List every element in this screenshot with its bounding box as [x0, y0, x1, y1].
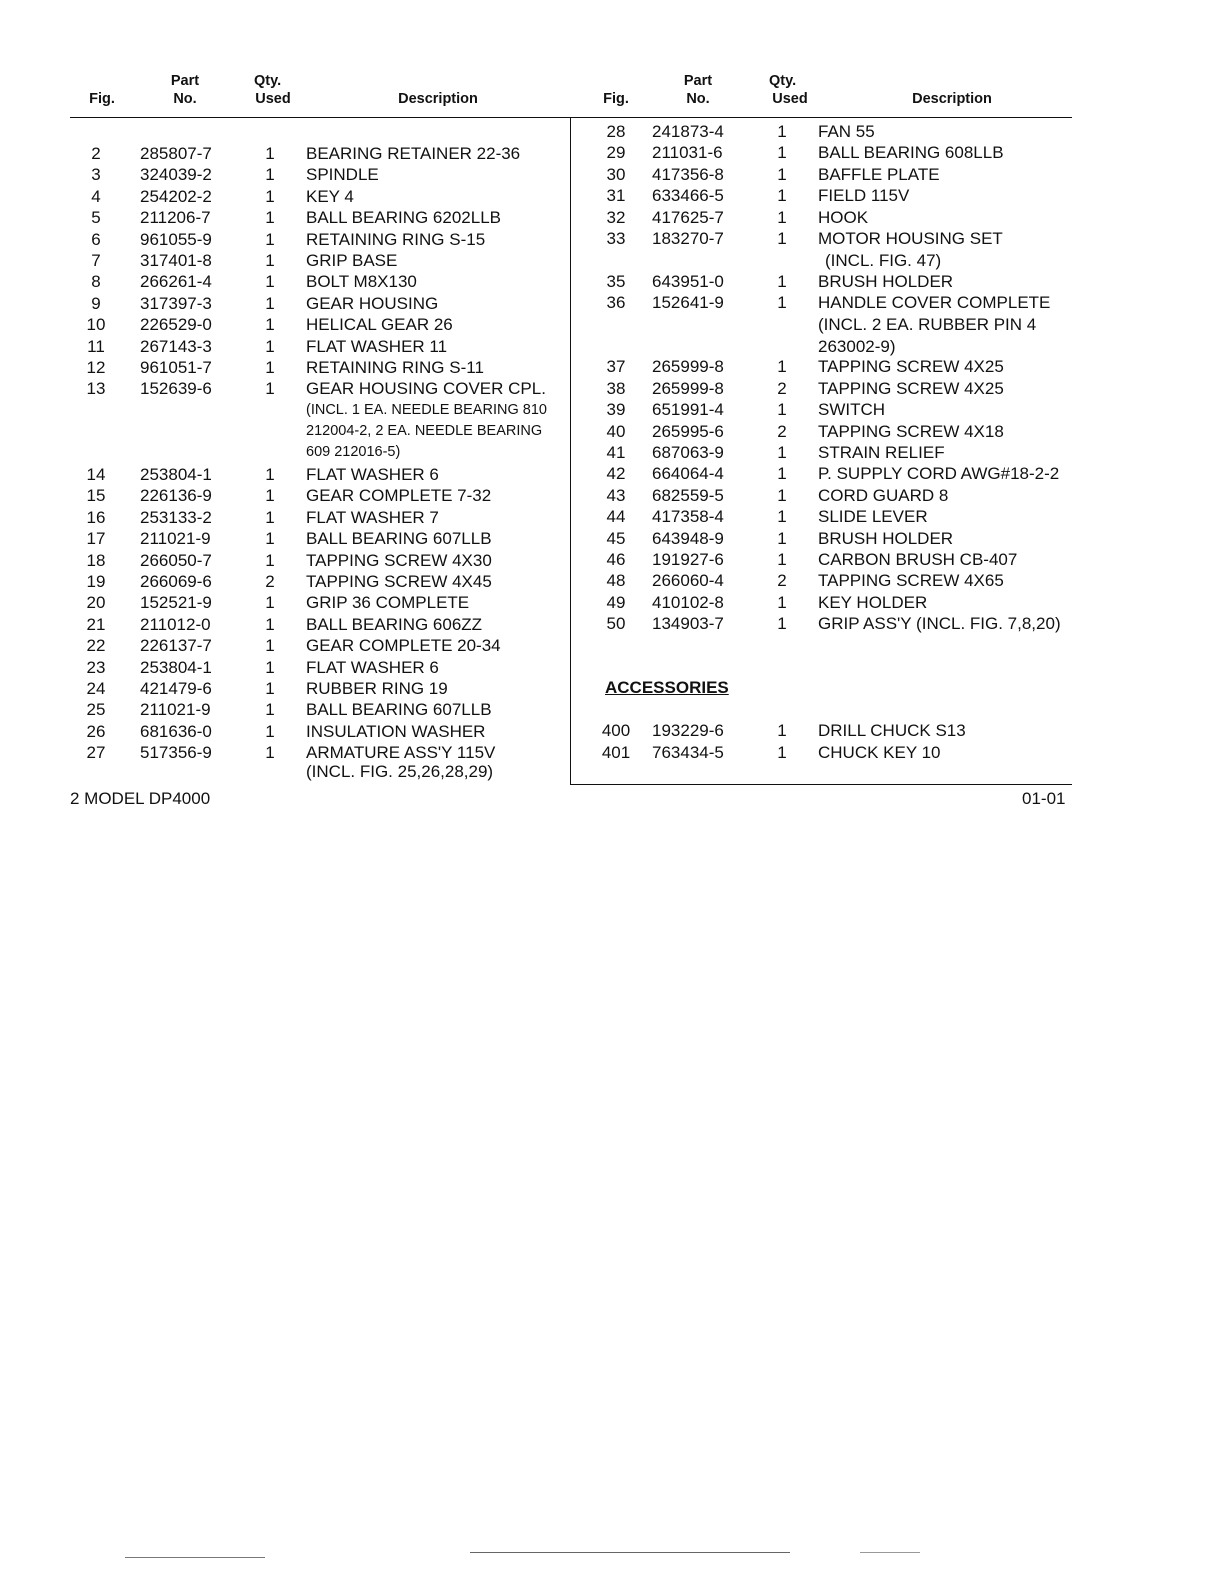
fig-number: 12 [86, 358, 106, 377]
qty-used: 1 [777, 464, 787, 484]
part-description: FIELD 115V [818, 186, 910, 206]
part-number: 226136-9 [140, 486, 212, 506]
header-qty-line2: Used [255, 91, 291, 107]
note-fig13-line3: 609 212016-5) [306, 444, 401, 460]
left-header-part [155, 72, 215, 108]
parts-table-row [0, 356, 1224, 377]
part-description: GRIP 36 COMPLETE [306, 593, 470, 613]
part-description: CARBON BRUSH CB-407 [818, 550, 1018, 569]
part-description: TAPPING SCREW 4X45 [306, 572, 492, 591]
fig-number: 38 [606, 378, 626, 398]
part-description: FAN 55 [818, 122, 875, 141]
right-bottom-rule [570, 784, 1072, 785]
qty-used: 1 [265, 272, 275, 292]
fig-number: 39 [606, 400, 626, 420]
part-number: 211012-0 [140, 614, 211, 634]
qty-used: 1 [777, 400, 787, 420]
header-qty-line2: Used [772, 91, 808, 107]
qty-used: 2 [265, 572, 275, 591]
qty-used: 1 [265, 529, 275, 549]
scan-artifact [470, 1552, 790, 1553]
left-header-fig [82, 90, 122, 108]
part-description: P. SUPPLY CORD AWG#18-2-2 [818, 464, 1060, 484]
qty-used: 1 [777, 721, 787, 741]
part-description: TAPPING SCREW 4X65 [818, 571, 1004, 591]
fig-number: 4 [91, 186, 101, 206]
parts-table-row [0, 506, 1224, 527]
right-header-qty [765, 72, 815, 108]
part-description: GRIP ASS'Y (INCL. FIG. 7,8,20) [818, 614, 1061, 634]
parts-table-row [0, 185, 1224, 206]
part-description: ARMATURE ASS'Y 115V [306, 743, 496, 763]
qty-used: 1 [265, 593, 275, 613]
fig-number: 20 [86, 593, 106, 613]
part-number: 266261-4 [140, 272, 212, 292]
qty-used: 1 [777, 357, 787, 377]
fig-number: 7 [91, 251, 101, 270]
qty-used: 1 [777, 207, 787, 227]
qty-used: 1 [265, 229, 275, 249]
qty-used: 1 [265, 208, 275, 228]
fig-number: 3 [91, 165, 101, 185]
header-part-line2: No. [686, 91, 710, 107]
parts-table-row [0, 442, 1224, 463]
part-number: 152521-9 [140, 593, 212, 613]
footer-date-code: 01-01 [1022, 789, 1066, 808]
header-qty-line1: Qty. [769, 73, 797, 89]
fig-number: 50 [606, 614, 626, 634]
part-number: 417356-8 [652, 164, 724, 184]
parts-table-row [0, 250, 1224, 271]
qty-used: 1 [777, 614, 787, 634]
parts-table-row [0, 271, 1224, 292]
part-description: BALL BEARING 607LLB [306, 529, 492, 549]
fig-number: 27 [86, 743, 106, 763]
fig-number: 21 [86, 614, 106, 634]
parts-table-row [0, 613, 1224, 634]
fig-number: 2 [91, 144, 101, 163]
parts-table-row [0, 142, 1224, 163]
fig-number: 18 [86, 550, 106, 570]
parts-table-row [0, 549, 1224, 570]
fig-number: 9 [91, 293, 101, 313]
qty-used: 1 [777, 143, 787, 163]
part-number: 324039-2 [140, 165, 212, 185]
fig-number: 14 [86, 465, 106, 484]
part-description: FLAT WASHER 6 [306, 657, 439, 677]
part-number: 421479-6 [140, 679, 212, 698]
part-number: 265999-8 [652, 378, 724, 398]
part-description: DRILL CHUCK S13 [818, 721, 966, 741]
part-description: RETAINING RING S-11 [306, 358, 484, 377]
parts-table-row [0, 164, 1224, 185]
part-number: 266069-6 [140, 572, 212, 591]
parts-table-row [0, 485, 1224, 506]
fig-number: 37 [606, 357, 626, 377]
qty-used: 1 [265, 465, 275, 484]
part-description: FLAT WASHER 11 [306, 336, 448, 356]
fig-number: 26 [86, 721, 106, 741]
fig-number: 46 [606, 550, 626, 569]
fig-number: 32 [606, 207, 626, 227]
qty-used: 1 [265, 657, 275, 677]
fig-number: 28 [606, 122, 626, 141]
part-description: TAPPING SCREW 4X18 [818, 421, 1004, 441]
part-number: 651991-4 [652, 400, 724, 420]
part-description: BRUSH HOLDER [818, 528, 954, 548]
part-description: GEAR HOUSING [306, 293, 439, 313]
parts-table-row [0, 528, 1224, 549]
part-number: 265999-8 [652, 357, 724, 377]
part-number: 211031-6 [652, 143, 723, 163]
part-number: 643951-0 [652, 271, 724, 291]
qty-used: 1 [777, 550, 787, 569]
fig-number: 42 [606, 464, 626, 484]
qty-used: 1 [777, 528, 787, 548]
part-number: 961055-9 [140, 229, 212, 249]
fig-number: 13 [86, 379, 106, 399]
qty-used: 1 [777, 742, 787, 762]
part-number: 633466-5 [652, 186, 724, 206]
parts-table-row [0, 399, 1224, 420]
part-number: 134903-7 [652, 614, 724, 634]
header-part-line1: Part [683, 73, 713, 89]
part-description: HELICAL GEAR 26 [306, 315, 453, 335]
part-description: SWITCH [818, 400, 886, 420]
part-description: BALL BEARING 6202LLB [306, 208, 501, 228]
parts-table-row [0, 657, 1224, 678]
qty-used: 2 [777, 421, 787, 441]
qty-used: 1 [777, 164, 787, 184]
header-fig-label: Fig. [603, 91, 629, 107]
part-description: BALL BEARING 608LLB [818, 143, 1004, 163]
fig-number: 25 [86, 700, 106, 720]
qty-used: 1 [777, 485, 787, 505]
part-number: 410102-8 [652, 592, 724, 612]
parts-table-row [0, 378, 1224, 399]
fig-number: 44 [606, 507, 626, 527]
part-description: TAPPING SCREW 4X30 [306, 550, 492, 570]
fig-number: 17 [86, 529, 106, 549]
part-number: 226529-0 [140, 315, 212, 335]
part-description: GRIP BASE [306, 251, 398, 270]
qty-used: 1 [777, 293, 787, 313]
fig-number: 31 [606, 186, 626, 206]
part-description: SPINDLE [306, 165, 379, 185]
qty-used: 1 [265, 550, 275, 570]
fig-number: 48 [606, 571, 626, 591]
parts-table-row [0, 207, 1224, 228]
qty-used: 1 [265, 679, 275, 698]
part-description: BEARING RETAINER 22-36 [306, 144, 521, 163]
fig-number: 6 [91, 229, 101, 249]
left-header-description [378, 90, 498, 108]
header-part-line2: No. [173, 91, 197, 107]
qty-used: 1 [265, 636, 275, 656]
fig-number: 45 [606, 528, 626, 548]
fig-number: 8 [91, 272, 101, 292]
qty-used: 2 [777, 378, 787, 398]
parts-table-row [0, 592, 1224, 613]
fig-number: 401 [601, 742, 631, 762]
right-header-fig [596, 90, 636, 108]
part-description: GEAR COMPLETE 7-32 [306, 486, 492, 506]
part-description: HANDLE COVER COMPLETE [818, 293, 1051, 313]
part-number: 266060-4 [652, 571, 724, 591]
qty-used: 1 [265, 336, 275, 356]
qty-used: 1 [265, 379, 275, 399]
qty-used: 1 [265, 614, 275, 634]
qty-used: 1 [265, 165, 275, 185]
part-number: 417358-4 [652, 507, 724, 527]
part-number: 253133-2 [140, 507, 212, 527]
part-number: 285807-7 [140, 144, 212, 163]
part-description: FLAT WASHER 6 [306, 465, 439, 484]
qty-used: 1 [265, 486, 275, 506]
part-description: FLAT WASHER 7 [306, 507, 439, 527]
note-fig36-line2: 263002-9) [818, 337, 896, 356]
part-number: 961051-7 [140, 358, 212, 377]
part-number: 152639-6 [140, 379, 212, 399]
part-number: 253804-1 [140, 657, 212, 677]
left-header-qty [248, 72, 298, 108]
fig-number: 49 [606, 592, 626, 612]
parts-table-row [0, 121, 1224, 142]
parts-table-row [0, 314, 1224, 335]
qty-used: 1 [265, 700, 275, 720]
part-number: 682559-5 [652, 485, 724, 505]
part-number: 517356-9 [140, 743, 212, 763]
fig-number: 16 [86, 507, 106, 527]
fig-number: 35 [606, 271, 626, 291]
qty-used: 1 [777, 592, 787, 612]
parts-table-row [0, 742, 1224, 763]
header-qty-line1: Qty. [254, 73, 282, 89]
part-number: 226137-7 [140, 636, 212, 656]
fig-number: 10 [86, 315, 106, 335]
fig-number: 24 [86, 679, 106, 698]
parts-table-row [0, 635, 1224, 656]
part-number: 265995-6 [652, 421, 724, 441]
part-description: CORD GUARD 8 [818, 485, 949, 505]
part-number: 317397-3 [140, 293, 212, 313]
fig-number: 41 [606, 443, 626, 462]
parts-table-row [0, 228, 1224, 249]
note-fig33-line1: (INCL. FIG. 47) [825, 251, 942, 270]
part-number: 241873-4 [652, 122, 724, 141]
qty-used: 1 [265, 315, 275, 335]
part-number: 267143-3 [140, 336, 212, 356]
part-description: BAFFLE PLATE [818, 164, 940, 184]
header-description-label: Description [912, 91, 992, 107]
part-number: 211021-9 [140, 700, 211, 720]
part-description: RUBBER RING 19 [306, 679, 448, 698]
parts-table-row [0, 720, 1224, 741]
part-number: 253804-1 [140, 465, 212, 484]
part-description: KEY 4 [306, 186, 354, 206]
qty-used: 1 [777, 122, 787, 141]
parts-table-row [0, 463, 1224, 484]
parts-table-row [0, 570, 1224, 591]
part-number: 681636-0 [140, 721, 212, 741]
part-number: 687063-9 [652, 443, 724, 462]
fig-number: 15 [86, 486, 106, 506]
part-description: BALL BEARING 607LLB [306, 700, 492, 720]
qty-used: 2 [777, 571, 787, 591]
part-number: 317401-8 [140, 251, 212, 270]
fig-number: 43 [606, 485, 626, 505]
qty-used: 1 [777, 186, 787, 206]
note-fig13-line1: (INCL. 1 EA. NEEDLE BEARING 810 [306, 402, 547, 418]
qty-used: 1 [777, 443, 787, 462]
note-fig27-line1: (INCL. FIG. 25,26,28,29) [306, 762, 494, 781]
qty-used: 1 [777, 271, 787, 291]
part-number: 266050-7 [140, 550, 212, 570]
scan-artifact [860, 1552, 920, 1553]
qty-used: 1 [265, 293, 275, 313]
part-number: 191927-6 [652, 550, 724, 569]
fig-number: 29 [606, 143, 626, 163]
header-part-line1: Part [170, 73, 200, 89]
part-description: GEAR COMPLETE 20-34 [306, 636, 501, 656]
part-description: INSULATION WASHER [306, 721, 486, 741]
header-fig-label: Fig. [89, 91, 115, 107]
part-description: SLIDE LEVER [818, 507, 928, 527]
scan-artifact [125, 1557, 265, 1558]
qty-used: 1 [265, 358, 275, 377]
part-description: GEAR HOUSING COVER CPL. [306, 379, 546, 399]
right-header-description [892, 90, 1012, 108]
part-number: 643948-9 [652, 528, 724, 548]
accessories-heading: ACCESSORIES [605, 678, 729, 697]
fig-number: 40 [606, 421, 626, 441]
fig-number: 30 [606, 164, 626, 184]
part-number: 183270-7 [652, 229, 724, 248]
part-number: 417625-7 [652, 207, 724, 227]
part-number: 254202-2 [140, 186, 212, 206]
part-description: KEY HOLDER [818, 592, 928, 612]
header-rule [70, 117, 1072, 118]
fig-number: 400 [601, 721, 631, 741]
qty-used: 1 [265, 186, 275, 206]
fig-number: 11 [87, 336, 105, 356]
qty-used: 1 [265, 721, 275, 741]
part-description: BALL BEARING 606ZZ [306, 614, 483, 634]
fig-number: 19 [86, 572, 106, 591]
part-description: BRUSH HOLDER [818, 271, 954, 291]
parts-table-row [0, 421, 1224, 442]
part-description: RETAINING RING S-15 [306, 229, 486, 249]
qty-used: 1 [265, 144, 275, 163]
part-number: 763434-5 [652, 742, 724, 762]
part-description: HOOK [818, 207, 869, 227]
fig-number: 23 [86, 657, 106, 677]
header-description-label: Description [398, 91, 478, 107]
qty-used: 1 [265, 507, 275, 527]
part-number: 211206-7 [140, 208, 211, 228]
right-header-part [668, 72, 728, 108]
part-description: BOLT M8X130 [306, 272, 417, 292]
footer-model: 2 MODEL DP4000 [70, 789, 211, 808]
part-description: CHUCK KEY 10 [818, 742, 941, 762]
part-description: STRAIN RELIEF [818, 443, 945, 462]
part-description: MOTOR HOUSING SET [818, 229, 1003, 248]
parts-table-row [0, 292, 1224, 313]
part-number: 193229-6 [652, 721, 724, 741]
fig-number: 33 [606, 229, 626, 248]
part-description: TAPPING SCREW 4X25 [818, 378, 1004, 398]
qty-used: 1 [265, 251, 275, 270]
fig-number: 22 [86, 636, 106, 656]
note-fig36-line1: (INCL. 2 EA. RUBBER PIN 4 [818, 315, 1037, 334]
part-number: 211021-9 [140, 529, 211, 549]
fig-number: 5 [91, 208, 101, 228]
parts-table-row [0, 336, 1224, 357]
fig-number: 36 [606, 293, 626, 313]
note-fig13-line2: 212004-2, 2 EA. NEEDLE BEARING [306, 423, 543, 439]
part-number: 152641-9 [652, 293, 724, 313]
qty-used: 1 [777, 229, 787, 248]
part-number: 664064-4 [652, 464, 724, 484]
qty-used: 1 [777, 507, 787, 527]
qty-used: 1 [265, 743, 275, 763]
part-description: TAPPING SCREW 4X25 [818, 357, 1004, 377]
parts-table-row [0, 699, 1224, 720]
